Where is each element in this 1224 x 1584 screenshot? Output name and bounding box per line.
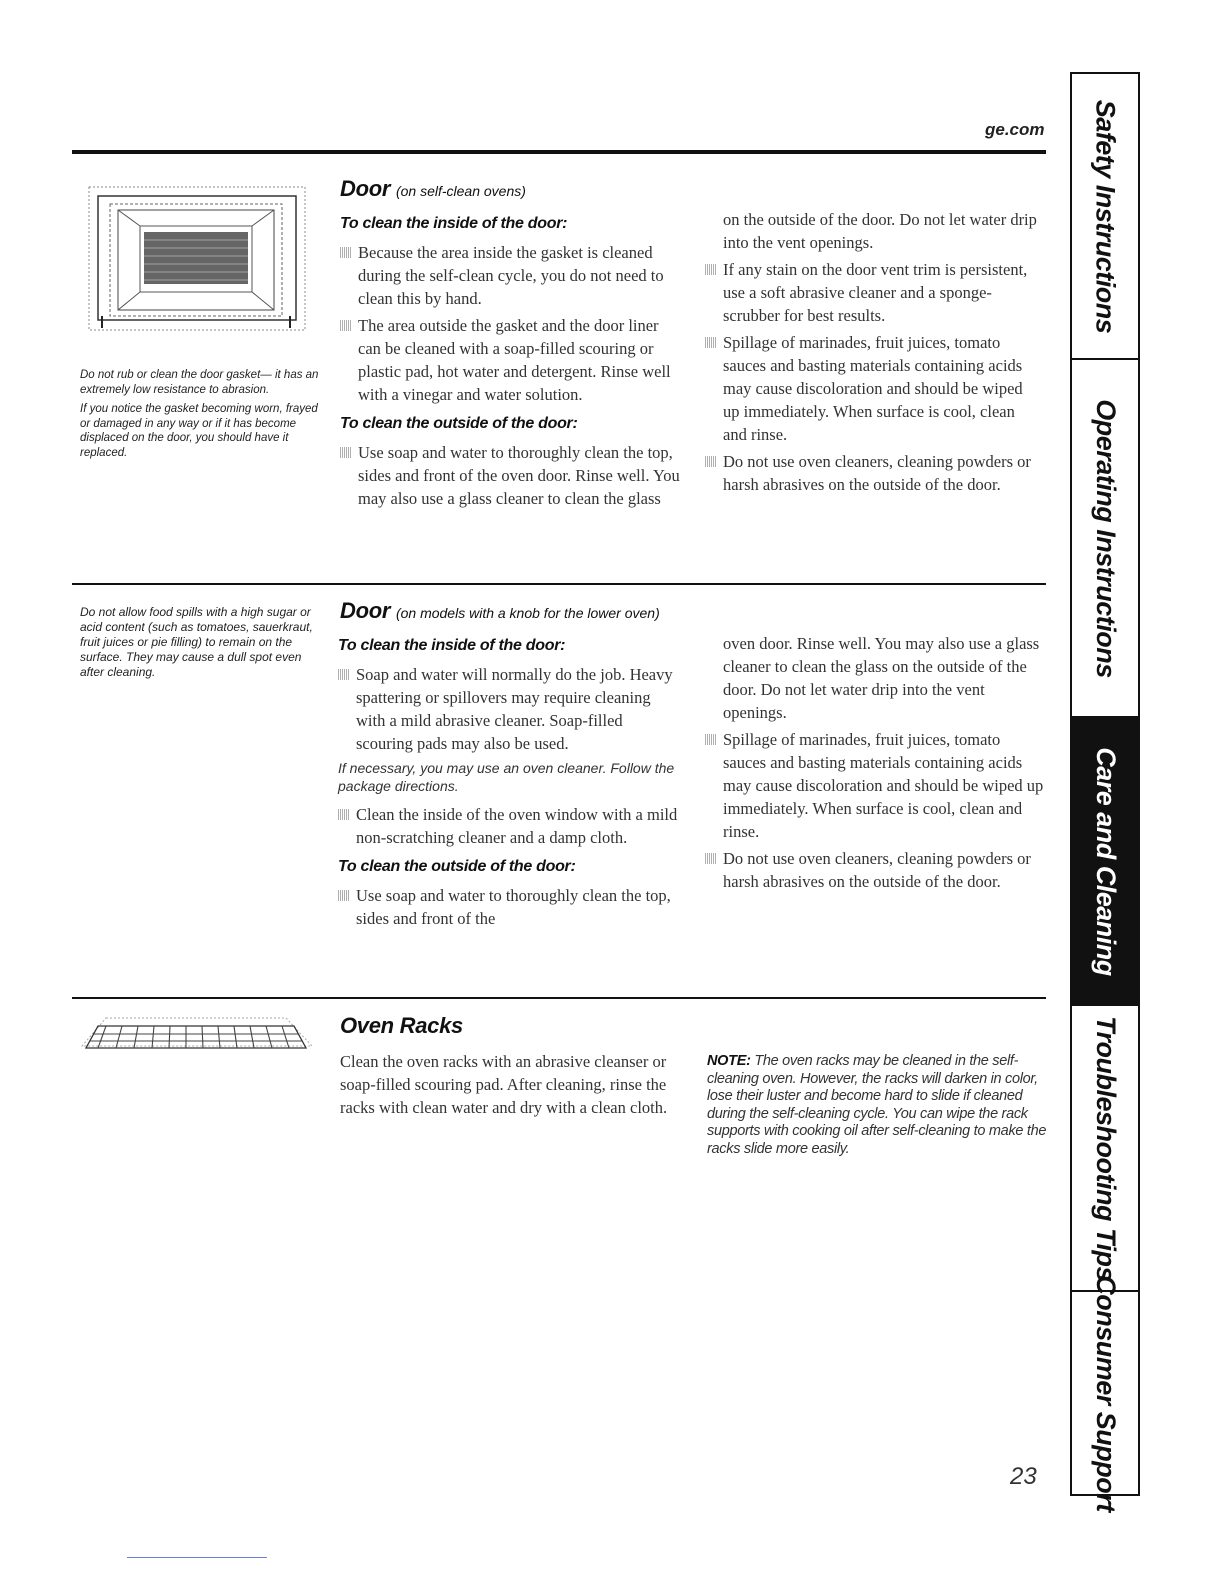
body-text: Clean the oven racks with an abrasive cleanser or soap-filled scouring pad. After cleaning, rinse the racks with clean water and dry with a clean cloth.: [340, 1052, 668, 1117]
subheading: To clean the outside of the door:: [340, 415, 578, 432]
oven-racks-body: [340, 1050, 685, 1123]
tab-safety-instructions[interactable]: [1072, 74, 1138, 360]
list-item: [705, 728, 1045, 843]
gasket-caption: [80, 368, 325, 465]
caption-text: Do not allow food spills with a high sugar or acid content (such as tomatoes, sauerkraut, fruit juices or pie filling) to remain on the surface. They may cause a dull spot even after cleaning.: [80, 605, 313, 679]
list-item-text: Do not use oven cleaners, cleaning powders or harsh abrasives on the outside of the door.: [723, 849, 1031, 891]
bullet-icon: [338, 669, 350, 680]
list-item: [338, 663, 683, 755]
caption-text: Do not rub or clean the door gasket— it has an extremely low resistance to abrasion.: [80, 369, 319, 396]
caption-text: If you notice the gasket becoming worn, frayed or damaged in any way or if it has become displaced on the door, you should have it replaced.: [80, 403, 318, 459]
door-self-clean-col-left: [340, 206, 685, 514]
list-item-text: Because the area inside the gasket is cleaned during the self-clean cycle, you do not need to clean this by hand.: [358, 243, 664, 308]
tab-care-and-cleaning[interactable]: [1072, 718, 1138, 1006]
list-item: [705, 331, 1040, 446]
list-item-text: Clean the inside of the oven window with a mild non-scratching cleaner and a damp cloth.: [356, 805, 678, 847]
subheading: To clean the inside of the door:: [338, 637, 566, 654]
bullet-icon: [338, 890, 350, 901]
tab-label: Troubleshooting Tips: [1090, 1015, 1121, 1281]
section-title-text: Door: [340, 598, 391, 623]
section-title: [340, 1013, 463, 1039]
footer-link-underline: [127, 1557, 267, 1558]
list-item-text: Spillage of marinades, fruit juices, tomato sauces and basting materials containing acids may cause discoloration and should be wiped up immediately. When surface is cool, clean and rinse.: [723, 333, 1023, 444]
section-title: [340, 598, 660, 624]
tab-label: Operating Instructions: [1090, 398, 1121, 678]
list-item: [340, 241, 685, 310]
bullet-icon: [705, 456, 717, 467]
oven-rack-illustration: [76, 1012, 316, 1054]
section-title-qualifier: (on models with a knob for the lower oven): [395, 605, 660, 621]
section-title-text: Door: [340, 176, 391, 201]
door-knob-col-right: [705, 632, 1045, 897]
subheading: To clean the inside of the door:: [340, 215, 568, 232]
continued-text: oven door. Rinse well. You may also use a glass cleaner to clean the glass on the outside of the door. Do not let water drip into the vent openings.: [723, 634, 1040, 722]
list-item: [338, 884, 683, 930]
section-title-text: Oven Racks: [340, 1013, 463, 1038]
list-item-text: Use soap and water to thoroughly clean the top, sides and front of the oven door. Rinse well. You may also use a glass cleaner to clean the glass: [358, 443, 680, 508]
list-item: [340, 441, 685, 510]
section-title-qualifier: (on self-clean ovens): [395, 183, 526, 199]
tab-consumer-support[interactable]: [1072, 1274, 1138, 1512]
tab-label: Consumer Support: [1090, 1274, 1121, 1512]
door-self-clean-col-right: [705, 208, 1040, 500]
food-spill-caption: [80, 605, 320, 685]
side-tab-bar: [1070, 72, 1140, 1512]
tab-troubleshooting-tips[interactable]: [1072, 1006, 1138, 1292]
bullet-icon: [705, 734, 717, 745]
bullet-icon: [705, 264, 717, 275]
tab-operating-instructions[interactable]: [1072, 360, 1138, 718]
bullet-icon: [338, 809, 350, 820]
site-url: ge.com: [985, 120, 1045, 139]
bullet-icon: [705, 337, 717, 348]
list-item-text: Do not use oven cleaners, cleaning powders or harsh abrasives on the outside of the door.: [723, 452, 1031, 494]
section-title: [340, 176, 526, 202]
list-item: [705, 258, 1040, 327]
tab-label: Safety Instructions: [1090, 99, 1121, 333]
oven-door-illustration: [88, 186, 306, 332]
list-item-text: Soap and water will normally do the job. Heavy spattering or spillovers may require cleaning with a mild abrasive cleaner. Soap-filled scouring pads may also be used.: [356, 665, 673, 753]
continued-text: on the outside of the door. Do not let water drip into the vent openings.: [723, 210, 1037, 252]
bullet-icon: [340, 320, 352, 331]
section-divider: [72, 997, 1046, 999]
list-item: [340, 314, 685, 406]
oven-cleaner-note: If necessary, you may use an oven cleaner. Follow the package directions.: [338, 760, 675, 794]
bullet-icon: [340, 447, 352, 458]
list-item: [705, 847, 1045, 893]
bullet-icon: [340, 247, 352, 258]
note-text: The oven racks may be cleaned in the self-cleaning oven. However, the racks will darken in color, lose their luster and become hard to slide if cleaned during the self-cleaning cycle. You can wipe the rack supports with cooking oil after self-cleaning to make the racks slide more easily.: [707, 1053, 1047, 1157]
list-item-text: The area outside the gasket and the door liner can be cleaned with a soap-filled scouring or plastic pad, hot water and detergent. Rinse well with a vinegar and water solution.: [358, 316, 671, 404]
bullet-icon: [705, 853, 717, 864]
header-rule: [72, 150, 1046, 154]
tab-label: Care and Cleaning: [1090, 746, 1121, 976]
list-item: [705, 450, 1040, 496]
section-divider: [72, 583, 1046, 585]
subheading: To clean the outside of the door:: [338, 858, 576, 875]
page-number: 23: [1010, 1463, 1037, 1490]
list-item: [338, 803, 683, 849]
note-label: NOTE:: [707, 1053, 751, 1069]
racks-note: [707, 1053, 1047, 1158]
list-item-text: Spillage of marinades, fruit juices, tomato sauces and basting materials containing acids may cause discoloration and should be wiped up immediately. When surface is cool, clean and rinse.: [723, 730, 1044, 841]
list-item-text: If any stain on the door vent trim is persistent, use a soft abrasive cleaner and a sponge-scrubber for best results.: [723, 260, 1028, 325]
door-knob-col-left: [338, 628, 683, 934]
list-item-text: Use soap and water to thoroughly clean the top, sides and front of the: [356, 886, 671, 928]
